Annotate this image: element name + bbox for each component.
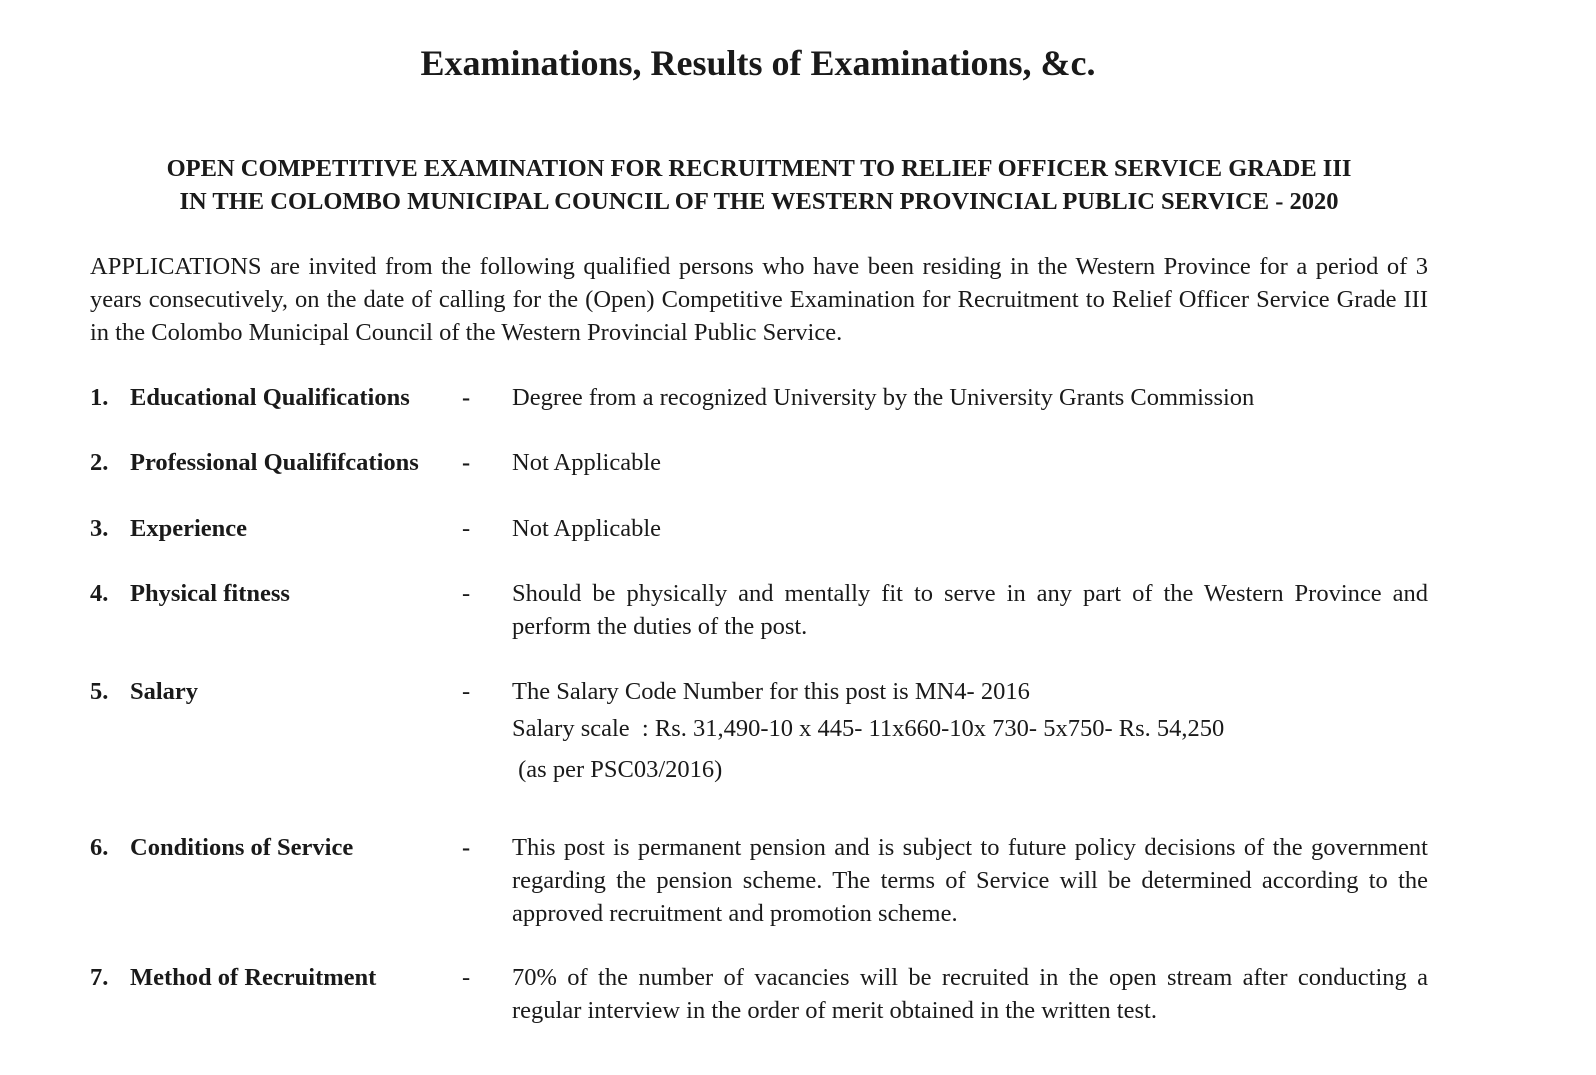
item-title: Method of Recruitment xyxy=(130,964,377,991)
item-number: 2. xyxy=(90,449,109,476)
list-item-educational-qualifications xyxy=(90,381,1428,421)
item-number: 5. xyxy=(90,678,109,705)
item-text: Degree from a recognized University by the University Grants Commission xyxy=(512,384,1255,411)
item-title: Professional Qualififcations xyxy=(130,449,419,476)
item-number: 7. xyxy=(90,964,109,991)
salary-scale-line: Salary scale : Rs. 31,490-10 x 445- 11x660-10x 730- 5x750- Rs. 54,250 xyxy=(512,715,1225,742)
salary-code-line: The Salary Code Number for this post is MN4- 2016 xyxy=(512,678,1030,705)
list-item-experience xyxy=(90,512,1428,552)
list-item-method-of-recruitment xyxy=(90,961,1428,1024)
item-text: Not Applicable xyxy=(512,515,662,542)
item-dash: - xyxy=(462,678,471,705)
item-title: Educational Qualifications xyxy=(130,384,410,411)
salary-details xyxy=(512,675,1428,790)
item-number: 4. xyxy=(90,580,109,607)
item-text: 70% of the number of vacancies will be recruited in the open stream after conducting a regular interview in the order of merit obtained in the written test. xyxy=(512,964,1428,1024)
item-title: Conditions of Service xyxy=(130,834,354,861)
list-item-physical-fitness xyxy=(90,577,1428,640)
item-title: Experience xyxy=(130,515,248,542)
item-number: 6. xyxy=(90,834,109,861)
notice-title-line-2: IN THE COLOMBO MUNICIPAL COUNCIL OF THE WESTERN PROVINCIAL PUBLIC SERVICE - 2020 xyxy=(179,188,1339,215)
list-item-professional-qualifications xyxy=(90,446,1428,486)
notice-title xyxy=(90,152,1428,218)
notice-title-line-1: OPEN COMPETITIVE EXAMINATION FOR RECRUITMENT TO RELIEF OFFICER SERVICE GRADE III xyxy=(166,155,1352,182)
item-dash: - xyxy=(462,964,471,991)
item-text: Should be physically and mentally fit to serve in any part of the Western Province and perform the duties of the post. xyxy=(512,580,1428,640)
item-text: This post is permanent pension and is subject to future policy decisions of the government regarding the pension scheme. The terms of Service will be determined according to the approved recruitment and promotion scheme. xyxy=(512,834,1428,927)
item-dash: - xyxy=(462,515,471,542)
item-dash: - xyxy=(462,384,471,411)
intro-paragraph: APPLICATIONS are invited from the following qualified persons who have been residing in the Western Province for a period of 3 years consecutively, on the date of calling for the (Open) Competitive Examination for Recruitment to Relief Officer Service Grade III in the Colombo Municipal Council of the Western Provincial Public Service. xyxy=(90,253,1428,346)
item-number: 3. xyxy=(90,515,109,542)
item-number: 1. xyxy=(90,384,109,411)
item-title: Physical fitness xyxy=(130,580,290,607)
salary-reference-line: (as per PSC03/2016) xyxy=(512,756,723,783)
list-item-conditions-of-service xyxy=(90,831,1428,927)
page-title: Examinations, Results of Examinations, &c. xyxy=(420,43,1096,83)
item-dash: - xyxy=(462,449,471,476)
item-dash: - xyxy=(462,834,471,861)
item-title: Salary xyxy=(130,678,199,705)
item-dash: - xyxy=(462,580,471,607)
item-text: Not Applicable xyxy=(512,449,662,476)
list-item-salary xyxy=(90,675,1428,783)
